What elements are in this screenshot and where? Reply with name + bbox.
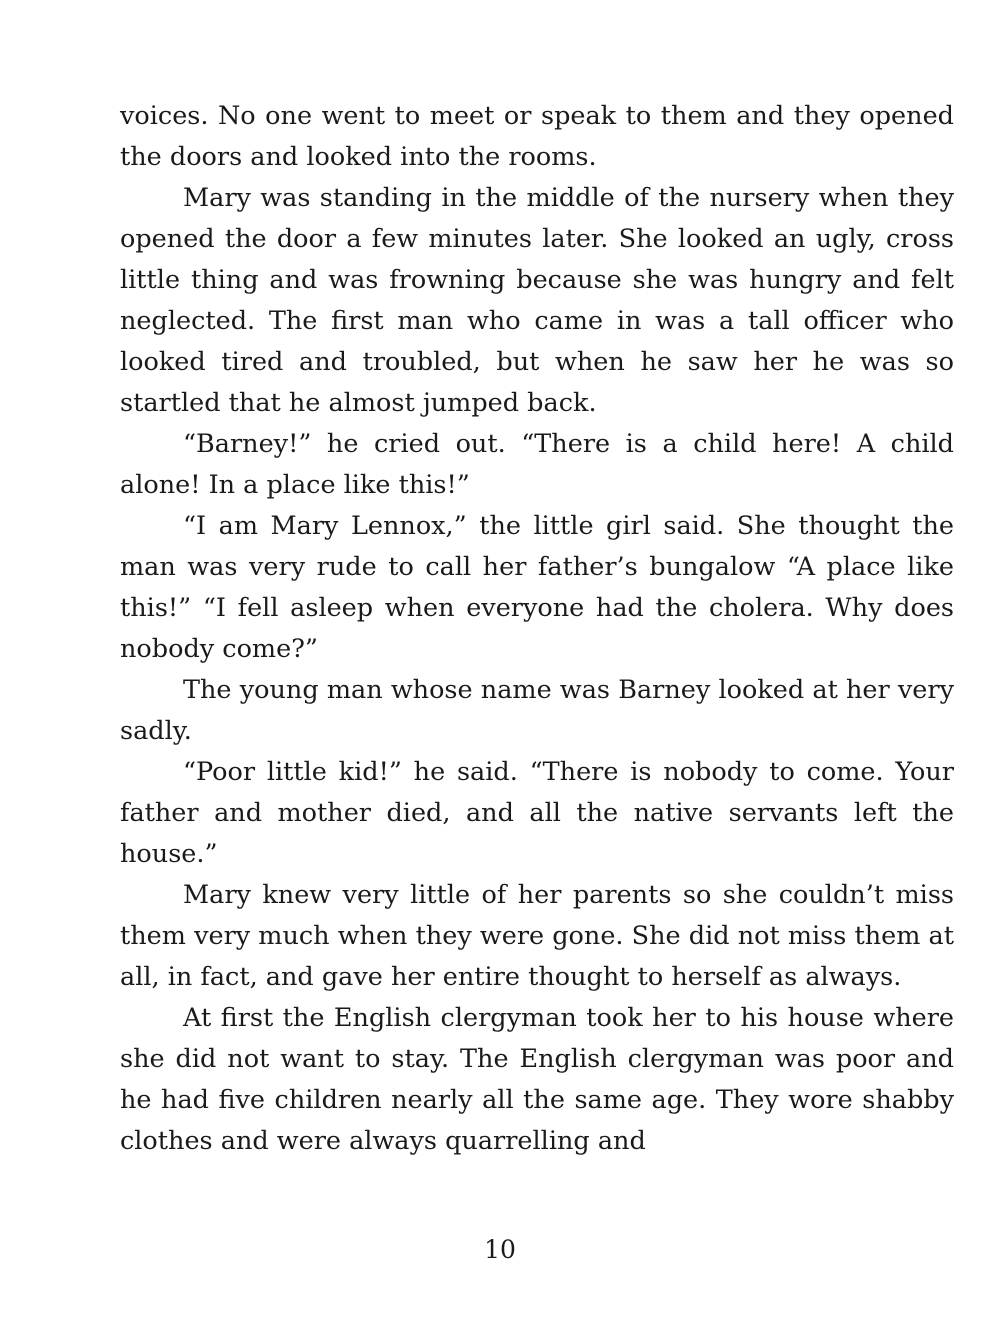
paragraph-barney-cry: “Barney!” he cried out. “There is a child here! A child alone! In a place like this!” — [120, 429, 954, 500]
book-page-text — [120, 96, 954, 1162]
paragraph-mary-lennox: “I am Mary Lennox,” the little girl said. She thought the man was very rude to call her father’s bungalow “A place like this!” “I fell asleep when everyone had the cholera. Why does nobody come?” — [120, 511, 954, 664]
paragraph-nursery: Mary was standing in the middle of the nursery when they opened the door a few minutes later. She looked an ugly, cross little thing and was frowning because she was hungry and felt neglected. The first man who came in was a tall officer who looked tired and troubled, but when he saw her he was so startled that he almost jumped back. — [120, 183, 954, 418]
paragraph-clergyman: At first the English clergyman took her to his house where she did not want to stay. The English clergyman was poor and he had five children nearly all the same age. They wore shabby clothes and were always quarrelling and — [120, 1003, 954, 1156]
paragraph-poor-kid: “Poor little kid!” he said. “There is nobody to come. Your father and mother died, and all the native servants left the house.” — [120, 757, 954, 869]
paragraph-parents: Mary knew very little of her parents so she couldn’t miss them very much when they were gone. She did not miss them at all, in fact, and gave her entire thought to herself as always. — [120, 880, 954, 992]
page-number: 10 — [484, 1235, 516, 1264]
paragraph-young-man: The young man whose name was Barney looked at her very sadly. — [120, 675, 954, 746]
paragraph-continued: voices. No one went to meet or speak to them and they opened the doors and looked into the rooms. — [120, 101, 954, 172]
